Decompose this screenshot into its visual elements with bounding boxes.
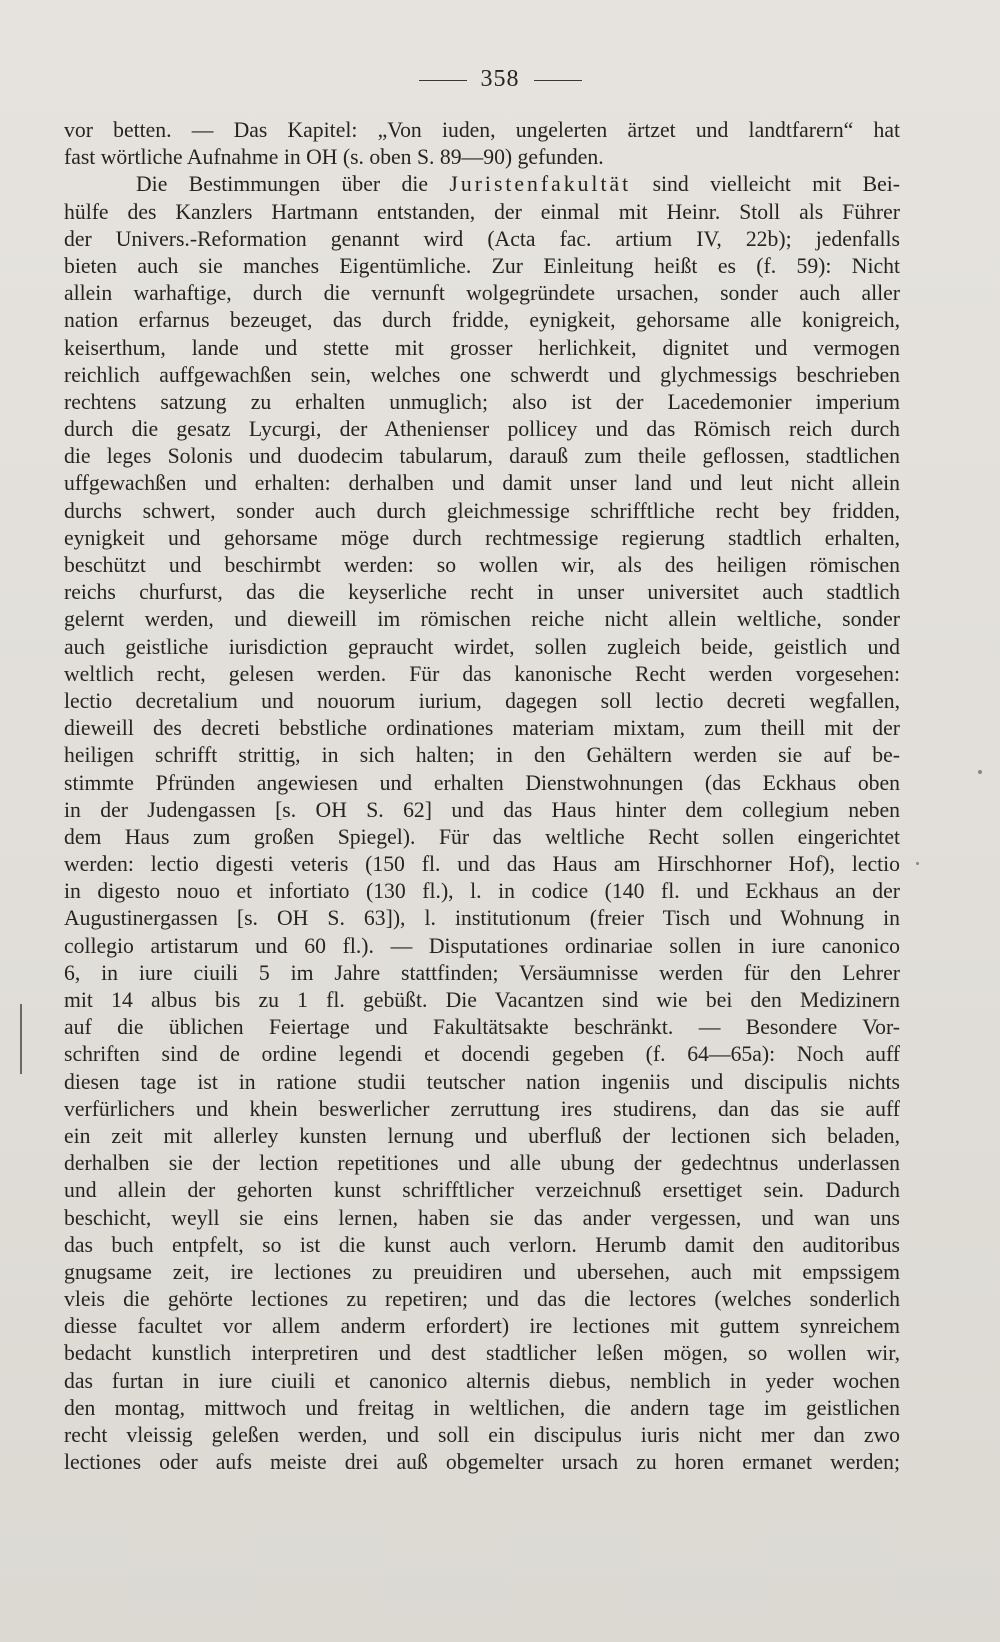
text-line: bedacht kunstlich interpretiren und dest stadtlicher leßen mögen, so wollen wir, — [64, 1341, 900, 1366]
text-line: ein zeit mit allerley kunsten lernung und uberfluß der lectionen sich beladen, — [64, 1123, 900, 1148]
text-line: rechtens satzung zu erhalten unmuglich; also ist der Lacedemonier imperium — [64, 389, 900, 414]
page-header — [0, 66, 1000, 93]
text-line: weltlich recht, gelesen werden. Für das kanonische Recht werden vorgesehen: — [64, 661, 900, 686]
paper-speck — [916, 862, 919, 865]
text-line: vor betten. — Das Kapitel: „Von iuden, ungelerten ärtzet und landtfarern“ hat — [64, 118, 900, 142]
header-dash-right — [534, 80, 582, 81]
margin-pencil-mark — [20, 1004, 22, 1074]
text-line: das furtan in iure ciuili et canonico alternis diebus, nemblich in yeder wochen — [64, 1368, 900, 1393]
text-line: verfürlichers und khein beswerlicher zerruttung ires studirens, dan das sie auff — [64, 1096, 900, 1121]
text-line: durch die gesatz Lycurgi, der Athenienser pollicey und das Römisch reich durch — [64, 417, 900, 442]
text-line: diesen tage ist in ratione studii teutscher nation ingeniis und discipulis nichts — [64, 1069, 900, 1094]
text-line: reichlich auffgewachßen sein, welches one schwerdt und glychmessigs beschrieben — [64, 362, 900, 387]
emphasized-term: Juristenfakultät — [449, 172, 632, 197]
text-line: lectio decretalium und nouorum iurium, dagegen soll lectio decreti wegfallen, — [64, 688, 900, 713]
paper-speck — [978, 770, 982, 774]
text-line: schriften sind de ordine legendi et docendi gegeben (f. 64—65a): Noch auff — [64, 1042, 900, 1067]
text-line: gelernt werden, und dieweill im römischen reiche nicht allein weltliche, sonder — [64, 607, 900, 632]
body-text — [64, 117, 900, 1547]
text-line: bieten auch sie manches Eigentümliche. Zur Einleitung heißt es (f. 59): Nicht — [64, 253, 900, 278]
text-line: hülfe des Kanzlers Hartmann entstanden, der einmal mit Heinr. Stoll als Führer — [64, 199, 900, 224]
text-line: auf die üblichen Feiertage und Fakultätsakte beschränkt. — Besondere Vor- — [64, 1015, 900, 1040]
text-line: stimmte Pfründen angewiesen und erhalten Dienstwohnungen (das Eckhaus oben — [64, 770, 900, 795]
text-line: und allein der gehorten kunst schrifftlicher verzeichnuß ersettiget sein. Dadurch — [64, 1178, 900, 1203]
text-line: dem Haus zum großen Spiegel). Für das weltliche Recht sollen eingerichtet — [64, 824, 900, 849]
text-line: werden: lectio digesti veteris (150 fl. und das Haus am Hirschhorner Hof), lectio — [64, 852, 900, 877]
text-line: in der Judengassen [s. OH S. 62] und das Haus hinter dem collegium neben — [64, 797, 900, 822]
text-line: die leges Solonis und duodecim tabularum, darauß zum theile geflossen, stadtlichen — [64, 444, 900, 469]
text-line: 6, in iure ciuili 5 im Jahre stattfinden; Versäumnisse werden für den Lehrer — [64, 960, 900, 985]
text-line: auch geistliche iurisdiction gepraucht wirdet, sollen zugleich beide, geistlich und — [64, 634, 900, 659]
text-line: uffgewachßen und erhalten: derhalben und damit unser land und leut nicht allein — [64, 471, 900, 496]
text-line: dieweill des decreti bebstliche ordinationes materiam mixtam, zum theill mit der — [64, 716, 900, 741]
text-line: lectiones oder aufs meiste drei auß obgemelter ursach zu horen ermanet werden; — [64, 1450, 900, 1475]
text-line: in digesto nouo et infortiato (130 fl.), l. in codice (140 fl. und Eckhaus an der — [64, 879, 900, 904]
text-line: beschützt und beschirmbt werden: so wollen wir, als des heiligen römischen — [64, 553, 900, 577]
text-line: fast wörtliche Aufnahme in OH (s. oben S. 89—90) gefunden. — [64, 145, 604, 170]
text-line: durchs schwert, sonder auch durch gleichmessige schrifftliche recht bey fridden, — [64, 498, 900, 523]
text-line: Augustinergassen [s. OH S. 63]), l. institutionum (freier Tisch und Wohnung in — [64, 906, 900, 931]
text-line: eynigkeit und gehorsame möge durch rechtmessige regierung stadtlich erhalten, — [64, 525, 900, 550]
text-line: heiligen schrifft strittig, in sich halten; in den Gehältern werden sie auf be- — [64, 743, 900, 768]
text-line: nation erfarnus bezeuget, das durch fridde, eynigkeit, gehorsame alle konigreich, — [64, 308, 900, 333]
text-line: Die Bestimmungen über die Juristenfakultät sind vielleicht mit Bei- — [136, 172, 900, 197]
text-line: derhalben sie der lection repetitiones und alle ubung der gedechtnus underlassen — [64, 1151, 900, 1176]
text-line: keiserthum, lande und stette mit grosser herlichkeit, dignitet und vermogen — [64, 335, 900, 360]
text-line: vleis die gehörte lectiones zu repetiren; und das die lectores (welches sonderlich — [64, 1287, 900, 1312]
header-dash-left — [419, 80, 467, 81]
text-line: collegio artistarum und 60 fl.). — Disputationes ordinariae sollen in iure canonico — [64, 933, 900, 958]
text-line: allein warhaftige, durch die vernunft wolgegründete ursachen, sonder auch aller — [64, 281, 900, 306]
text-line: der Univers.-Reformation genannt wird (Acta fac. artium IV, 22b); jedenfalls — [64, 226, 900, 251]
text-line: das buch entpfelt, so ist die kunst auch verlorn. Herumb damit den auditoribus — [64, 1232, 900, 1257]
text-line: diesse facultet vor allem anderm erfordert) ire lectiones mit guttem synreichem — [64, 1314, 900, 1339]
page-number: 358 — [480, 66, 520, 92]
text-line: beschicht, weyll sie eins lernen, haben sie das ander vergessen, und wan uns — [64, 1205, 900, 1230]
text-line: gnugsame zeit, ire lectiones zu preuidiren und ubersehen, auch mit empssigem — [64, 1259, 900, 1284]
text-line: reichs churfurst, das die keyserliche recht in unser universitet auch stadtlich — [64, 580, 900, 605]
text-line: recht vleissig geleßen werden, und soll ein discipulus iuris nicht mer dan zwo — [64, 1423, 900, 1447]
text-line — [64, 1476, 900, 1503]
text-line: mit 14 albus bis zu 1 fl. gebüßt. Die Vacantzen sind wie bei den Medizinern — [64, 988, 900, 1012]
text-line: den montag, mittwoch und freitag in weltlichen, die andern tage im geistlichen — [64, 1395, 900, 1420]
